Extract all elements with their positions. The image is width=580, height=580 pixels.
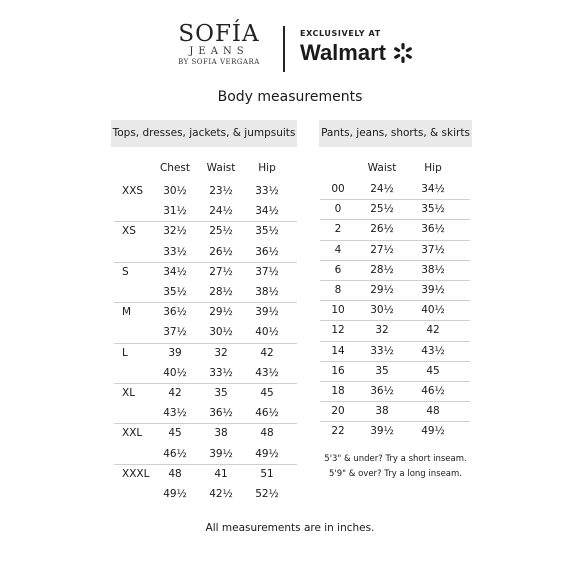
table-cell: 45 bbox=[260, 387, 274, 399]
table-cell: 27½ bbox=[370, 243, 394, 256]
table-cell: 36½ bbox=[163, 306, 187, 319]
table-cell: 28½ bbox=[370, 263, 394, 276]
table-cell: 37½ bbox=[255, 265, 279, 278]
table-cell: 23½ bbox=[209, 185, 233, 197]
brand-main: SOFÍA bbox=[178, 21, 260, 47]
table-cell: 30½ bbox=[163, 185, 187, 197]
table-cell: 40½ bbox=[255, 326, 279, 339]
table-cell: 34½ bbox=[421, 183, 445, 195]
table-cell: 43½ bbox=[163, 407, 187, 420]
table-row bbox=[0, 280, 580, 300]
partner-label: EXCLUSIVELY AT bbox=[300, 29, 381, 38]
table-row bbox=[0, 260, 580, 280]
table-cell: 39½ bbox=[370, 425, 394, 438]
table-cell: 40½ bbox=[421, 304, 445, 317]
table-cell: 48 bbox=[426, 405, 440, 418]
size-label: 14 bbox=[331, 344, 345, 357]
brand-sub: JEANS bbox=[189, 46, 249, 57]
table-cell: 48 bbox=[168, 467, 182, 480]
size-label: 18 bbox=[331, 385, 345, 397]
table-cell: 38 bbox=[375, 405, 389, 418]
table-row bbox=[0, 179, 580, 199]
size-label: XXL bbox=[122, 427, 143, 440]
table-row bbox=[0, 381, 580, 401]
table-cell: 25½ bbox=[209, 225, 233, 238]
size-label: M bbox=[122, 306, 132, 319]
size-label: XXS bbox=[122, 185, 144, 197]
table-cell: 42 bbox=[168, 387, 182, 399]
table-cell: 43½ bbox=[255, 366, 279, 379]
table-cell: 46½ bbox=[163, 447, 187, 460]
table-cell: 33½ bbox=[370, 344, 394, 357]
table-cell: 36½ bbox=[370, 385, 394, 397]
size-label: 12 bbox=[331, 324, 345, 337]
table-cell: 29½ bbox=[370, 284, 394, 296]
table-cell: 33½ bbox=[255, 185, 279, 197]
table-cell: 39½ bbox=[421, 284, 445, 296]
table-cell: 52½ bbox=[255, 488, 279, 500]
col-header-waist: Waist bbox=[206, 162, 236, 174]
inseam-notes bbox=[319, 452, 472, 482]
table-cell: 46½ bbox=[255, 407, 279, 420]
table-cell: 35½ bbox=[255, 225, 279, 238]
table-cell: 42 bbox=[426, 324, 440, 337]
table-cell: 24½ bbox=[209, 205, 233, 218]
partner-name: Walmart bbox=[300, 40, 386, 65]
table-cell: 30½ bbox=[370, 304, 394, 317]
brand-by: BY SOFIA VERGARA bbox=[178, 58, 260, 66]
inseam-note-short: 5'3" & under? Try a short inseam. bbox=[324, 454, 467, 464]
pants-table-heading: Pants, jeans, shorts, & skirts bbox=[319, 120, 472, 147]
table-cell: 28½ bbox=[209, 286, 233, 298]
footer-note: All measurements are in inches. bbox=[205, 522, 375, 534]
page-title: Body measurements bbox=[217, 89, 363, 105]
table-cell: 36½ bbox=[209, 407, 233, 420]
table-cell: 43½ bbox=[421, 344, 445, 357]
size-label: 6 bbox=[334, 263, 342, 276]
table-cell: 49½ bbox=[163, 488, 187, 500]
table-cell: 27½ bbox=[209, 265, 233, 278]
table-cell: 39½ bbox=[209, 447, 233, 460]
table-cell: 39½ bbox=[255, 306, 279, 319]
col-header-pants-hip: Hip bbox=[424, 162, 442, 174]
table-cell: 32 bbox=[375, 324, 389, 337]
table-cell: 35½ bbox=[163, 286, 187, 298]
table-cell: 51 bbox=[260, 467, 274, 480]
table-cell: 34½ bbox=[255, 205, 279, 218]
table-cell: 49½ bbox=[255, 447, 279, 460]
table-cell: 26½ bbox=[209, 245, 233, 258]
table-cell: 34½ bbox=[163, 265, 187, 278]
table-row bbox=[0, 341, 580, 361]
table-cell: 35 bbox=[214, 387, 228, 399]
table-cell: 48 bbox=[260, 427, 274, 440]
table-row bbox=[0, 300, 580, 320]
table-cell: 42½ bbox=[209, 488, 233, 500]
size-label: 20 bbox=[331, 405, 345, 418]
table-cell: 42 bbox=[260, 346, 274, 359]
table-row bbox=[0, 421, 580, 441]
table-row bbox=[0, 240, 580, 260]
table-cell: 32½ bbox=[163, 225, 187, 238]
size-label: 8 bbox=[334, 284, 342, 296]
table-cell: 24½ bbox=[370, 183, 394, 195]
table-cell: 45 bbox=[426, 364, 440, 377]
table-cell: 30½ bbox=[209, 326, 233, 339]
size-label: S bbox=[122, 265, 129, 278]
table-cell: 33½ bbox=[209, 366, 233, 379]
table-cell: 46½ bbox=[421, 385, 445, 397]
table-cell: 29½ bbox=[209, 306, 233, 319]
inseam-note-long: 5'9" & over? Try a long inseam. bbox=[329, 469, 462, 479]
table-cell: 38 bbox=[214, 427, 228, 440]
table-row bbox=[0, 401, 580, 421]
size-label: 22 bbox=[331, 425, 345, 438]
table-cell: 49½ bbox=[421, 425, 445, 438]
size-label: 4 bbox=[334, 243, 342, 256]
table-cell: 38½ bbox=[255, 286, 279, 298]
table-cell: 41 bbox=[214, 467, 228, 480]
table-cell: 26½ bbox=[370, 223, 394, 236]
table-row bbox=[0, 219, 580, 239]
table-cell: 45 bbox=[168, 427, 182, 440]
size-label: 10 bbox=[331, 304, 345, 317]
table-cell: 39 bbox=[168, 346, 182, 359]
col-header-hip: Hip bbox=[258, 162, 276, 174]
table-cell: 35 bbox=[375, 364, 389, 377]
table-cell: 33½ bbox=[163, 245, 187, 258]
table-row bbox=[0, 361, 580, 381]
size-label: 00 bbox=[331, 183, 345, 195]
table-cell: 31½ bbox=[163, 205, 187, 218]
size-label: L bbox=[122, 346, 128, 359]
size-label: XS bbox=[122, 225, 136, 238]
table-cell: 36½ bbox=[421, 223, 445, 236]
table-cell: 37½ bbox=[421, 243, 445, 256]
table-row bbox=[0, 199, 580, 219]
size-label: 2 bbox=[334, 223, 342, 236]
table-cell: 32 bbox=[214, 346, 228, 359]
tops-table-heading: Tops, dresses, jackets, & jumpsuits bbox=[111, 120, 297, 147]
table-cell: 40½ bbox=[163, 366, 187, 379]
table-cell: 25½ bbox=[370, 203, 394, 216]
col-header-pants-waist: Waist bbox=[367, 162, 397, 174]
table-cell: 35½ bbox=[421, 203, 445, 216]
size-label: 16 bbox=[331, 364, 345, 377]
table-row bbox=[0, 320, 580, 340]
size-label: 0 bbox=[334, 203, 342, 216]
table-cell: 36½ bbox=[255, 245, 279, 258]
size-label: XL bbox=[122, 387, 136, 399]
col-header-chest: Chest bbox=[159, 162, 191, 174]
table-cell: 38½ bbox=[421, 263, 445, 276]
table-cell: 37½ bbox=[163, 326, 187, 339]
size-label: XXXL bbox=[122, 467, 150, 480]
